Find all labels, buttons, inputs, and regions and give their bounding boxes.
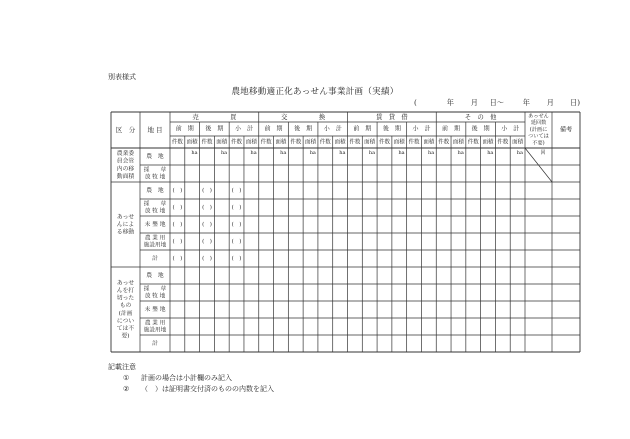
header-sub-0-1: 後 期	[205, 125, 224, 133]
header-area: 面積	[452, 139, 464, 146]
paren-mark: ( )	[231, 205, 242, 211]
paren-mark: ( )	[172, 205, 183, 211]
header-assen-line: ついては	[528, 133, 549, 140]
row-label: 採 草	[143, 167, 167, 174]
unit-ha-label: ha	[339, 150, 346, 156]
period-year-end: 年	[522, 98, 530, 107]
row-label: 計	[152, 256, 158, 262]
row-label: 放 牧 地	[144, 174, 166, 181]
header-count: 件数	[408, 139, 420, 146]
section-label-line: あっせ	[116, 280, 135, 287]
header-area: 面積	[216, 139, 228, 146]
row-label: 施設用地	[143, 327, 167, 334]
header-sub-3-1: 後 期	[471, 125, 490, 133]
paren-mark: ( )	[231, 188, 242, 194]
row-label: 農 業 用	[144, 320, 166, 327]
header-count: 件数	[260, 139, 272, 146]
notes-heading: 記載注意	[108, 363, 136, 371]
note-1	[123, 373, 232, 383]
header-area: 面積	[186, 139, 198, 146]
header-count: 件数	[378, 139, 390, 146]
section-label-line: 員会管	[116, 158, 135, 165]
unit-ha-label: ha	[280, 150, 287, 156]
row-label: 放 牧 地	[144, 293, 166, 300]
header-area: 面積	[482, 139, 494, 146]
row-label: 施設用地	[143, 242, 167, 249]
header-sub-1-2: 小 計	[323, 125, 342, 133]
paren-mark: ( )	[231, 256, 242, 262]
note-1-number: ①	[123, 374, 130, 382]
section-label-line: んを打	[116, 288, 135, 294]
form-title: 農地移動適正化あっせん事業計画（実績）	[231, 87, 399, 97]
header-area: 面積	[275, 139, 287, 146]
row-label: 採 草	[143, 201, 167, 208]
header-sub-1-0: 前 期	[264, 125, 283, 133]
paren-mark: ( )	[172, 256, 183, 262]
header-count: 件数	[201, 139, 213, 146]
header-chimoku: 地 目	[147, 126, 163, 134]
header-sub-0-2: 小 計	[234, 125, 253, 133]
header-area: 面積	[423, 139, 435, 146]
header-group-2: 賃 貸 借	[376, 114, 408, 121]
section-label-line: もの	[119, 303, 132, 310]
paren-mark: ( )	[202, 188, 212, 194]
section-label-line: につい	[116, 318, 135, 325]
row-label: 農 地	[146, 188, 164, 194]
row-label: 農 地	[146, 273, 164, 279]
note-1-text: 計画の場合は小計欄のみ記入	[141, 374, 232, 382]
period-month-start: 月	[470, 98, 478, 107]
section-label-line: あっせ	[116, 214, 135, 221]
note-2-text: （ ）は証明書交付済のものの内数を記入	[141, 385, 274, 393]
unit-ha-label: ha	[516, 150, 523, 156]
header-assen-line: あっせん	[528, 113, 549, 120]
unit-ha-label: ha	[250, 150, 257, 156]
section-label-line: 動面積	[116, 173, 135, 180]
row-label: 放 牧 地	[144, 208, 166, 215]
paren-mark: ( )	[202, 256, 212, 262]
unit-ha-label: ha	[368, 150, 376, 156]
section-label-line: 要)	[121, 333, 130, 340]
unit-ha-label: ha	[398, 150, 405, 156]
unit-ha-label: ha	[487, 150, 494, 156]
paren-mark: ( )	[202, 239, 212, 245]
paren-mark: ( )	[172, 239, 183, 245]
header-group-0: 売 買	[192, 114, 237, 121]
row-label: 未 墾 地	[144, 222, 166, 228]
header-sub-2-1: 後 期	[382, 125, 401, 133]
paren-mark: ( )	[202, 222, 212, 228]
header-area: 面積	[512, 139, 524, 146]
header-sub-2-2: 小 計	[412, 125, 431, 133]
header-area: 面積	[393, 139, 405, 146]
form-caption: 別表様式	[108, 73, 136, 81]
row-label: 農 業 用	[144, 235, 166, 242]
unit-times-label: 回	[540, 150, 546, 156]
period-month-end: 月	[546, 98, 554, 107]
unit-ha-label: ha	[220, 150, 228, 156]
paren-mark: ( )	[231, 222, 242, 228]
header-count: 件数	[231, 139, 243, 146]
header-biko: 備考	[559, 126, 573, 134]
header-count: 件数	[467, 139, 479, 146]
row-label: 未 墾 地	[144, 307, 166, 313]
header-count: 件数	[319, 139, 331, 146]
header-assen-line: 不要)	[532, 140, 545, 147]
header-sub-3-0: 前 期	[442, 125, 461, 133]
header-area: 面積	[305, 139, 317, 146]
header-sub-0-0: 前 期	[175, 125, 194, 133]
paren-mark: ( )	[172, 222, 183, 228]
row-label: 農 地	[146, 154, 164, 160]
section-label-line: る移動	[116, 229, 135, 236]
header-area: 面積	[334, 139, 346, 146]
paren-mark: ( )	[172, 188, 183, 194]
header-assen-line: (計画に	[529, 126, 548, 133]
note-2-number: ②	[123, 385, 130, 393]
section-label-line: 内の移	[116, 166, 135, 173]
header-kubun: 区 分	[115, 126, 136, 134]
header-count: 件数	[497, 139, 509, 146]
paren-mark: ( )	[202, 205, 212, 211]
row-label: 採 草	[143, 286, 167, 293]
header-count: 件数	[171, 139, 183, 146]
header-sub-2-0: 前 期	[353, 125, 372, 133]
section-label-line: 農業委	[116, 151, 135, 158]
header-area: 面積	[245, 139, 257, 146]
header-group-1: 交 換	[281, 114, 326, 121]
unit-ha-label: ha	[191, 150, 198, 156]
section-label-line: んによ	[116, 222, 135, 228]
header-count: 件数	[290, 139, 302, 146]
paren-mark: ( )	[231, 239, 242, 245]
row-label: 計	[152, 341, 158, 347]
header-count: 件数	[349, 139, 361, 146]
header-group-3: そ の 他	[464, 114, 497, 121]
header-area: 面積	[364, 139, 376, 146]
unit-ha-label: ha	[428, 150, 435, 156]
unit-ha-label: ha	[309, 150, 316, 156]
period-year-start: 年	[446, 98, 454, 107]
header-assen-line: 延回数	[530, 120, 547, 127]
unit-ha-label: ha	[457, 150, 464, 156]
period-day-end: 日)	[570, 98, 580, 107]
header-sub-3-2: 小 計	[501, 125, 520, 133]
header-sub-1-1: 後 期	[294, 125, 313, 133]
note-2	[123, 384, 274, 394]
header-count: 件数	[438, 139, 450, 146]
section-label-line: 切った	[116, 295, 135, 302]
section-label-line: ては不	[116, 326, 135, 332]
period-day-start: 日〜	[489, 98, 504, 107]
period-open: (	[414, 98, 417, 107]
section-label-line: (計画	[118, 310, 133, 317]
